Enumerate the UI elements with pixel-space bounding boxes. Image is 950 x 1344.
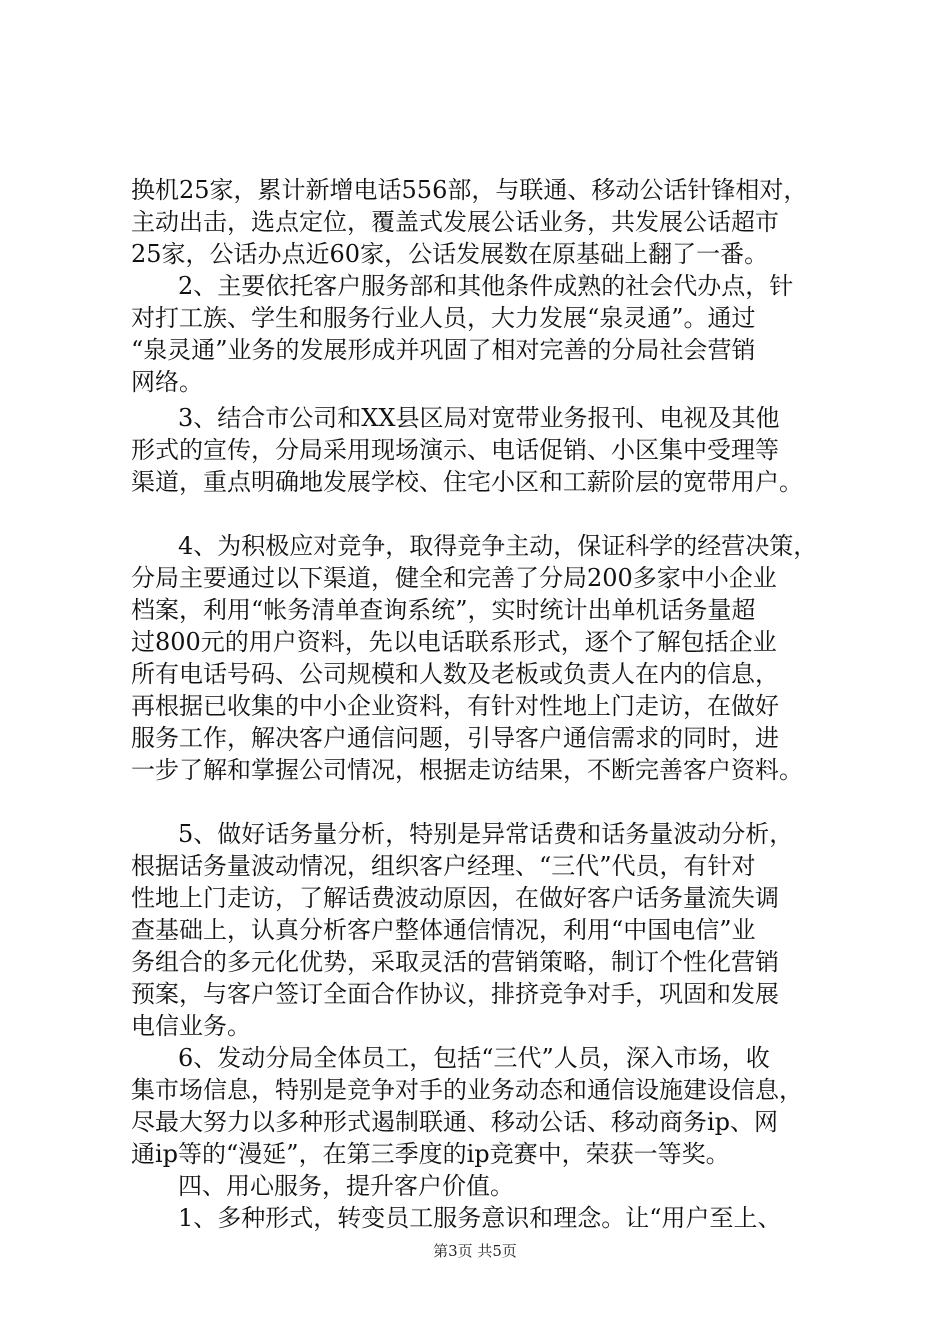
text-line: 尽最大努力以多种形式遏制联通、移动公话、移动商务ip、网 — [131, 1108, 779, 1136]
text-line: 分局主要通过以下渠道，健全和完善了分局200多家中小企业 — [131, 564, 777, 592]
page-number-footer: 第3页 共5页 — [433, 1242, 517, 1260]
text-line: 3、结合市公司和XX县区局对宽带业务报刊、电视及其他 — [178, 404, 780, 432]
text-line: 通ip等的“漫延”，在第三季度的ip竞赛中，荣获一等奖。 — [131, 1140, 730, 1168]
text-line: 对打工族、学生和服务行业人员，大力发展“泉灵通”。通过 — [131, 304, 756, 332]
text-line: 1、多种形式，转变员工服务意识和理念。让“用户至上、 — [178, 1204, 782, 1232]
text-line: “泉灵通”业务的发展形成并巩固了相对完善的分局社会营销 — [131, 336, 756, 364]
text-line: 2、主要依托客户服务部和其他条件成熟的社会代办点，针 — [178, 272, 794, 300]
text-line: 5、做好话务量分析，特别是异常话费和话务量波动分析， — [178, 820, 794, 848]
text-line: 档案，利用“帐务清单查询系统”，实时统计出单机话务量超 — [131, 596, 756, 624]
text-line: 服务工作，解决客户通信问题，引导客户通信需求的同时，进 — [131, 724, 779, 752]
text-line: 4、为积极应对竞争，取得竞争主动，保证科学的经营决策， — [178, 532, 818, 560]
text-line: 电信业务。 — [131, 1012, 251, 1040]
text-line: 务组合的多元化优势，采取灵活的营销策略，制订个性化营销 — [131, 948, 779, 976]
text-line: 形式的宣传，分局采用现场演示、电话促销、小区集中受理等 — [131, 436, 779, 464]
text-line: 所有电话号码、公司规模和人数及老板或负责人在内的信息， — [131, 660, 779, 688]
text-line: 换机25家，累计新增电话556部，与联通、移动公话针锋相对， — [131, 176, 808, 204]
text-line: 渠道，重点明确地发展学校、住宅小区和工薪阶层的宽带用户。 — [131, 468, 803, 496]
text-line: 集市场信息，特别是竞争对手的业务动态和通信设施建设信息， — [131, 1076, 803, 1104]
text-line: 性地上门走访，了解话费波动原因，在做好客户话务量流失调 — [131, 884, 779, 912]
section-heading: 四、用心服务，提升客户价值。 — [178, 1172, 514, 1200]
text-line: 一步了解和掌握公司情况，根据走访结果，不断完善客户资料。 — [131, 756, 803, 784]
text-line: 网络。 — [131, 368, 203, 396]
text-line: 过800元的用户资料，先以电话联系形式，逐个了解包括企业 — [131, 628, 777, 656]
text-line: 6、发动分局全体员工，包括“三代”人员，深入市场，收 — [178, 1044, 770, 1072]
text-line: 查基础上，认真分析客户整体通信情况，利用“中国电信”业 — [131, 916, 756, 944]
text-line: 根据话务量波动情况，组织客户经理、“三代”代员，有针对 — [131, 852, 756, 880]
text-line: 预案，与客户签订全面合作协议，排挤竞争对手，巩固和发展 — [131, 980, 779, 1008]
text-line: 再根据已收集的中小企业资料，有针对性地上门走访，在做好 — [131, 692, 779, 720]
text-line: 25家，公话办点近60家，公话发展数在原基础上翻了一番。 — [131, 240, 769, 268]
text-line: 主动出击，选点定位，覆盖式发展公话业务，共发展公话超市 — [131, 208, 779, 236]
